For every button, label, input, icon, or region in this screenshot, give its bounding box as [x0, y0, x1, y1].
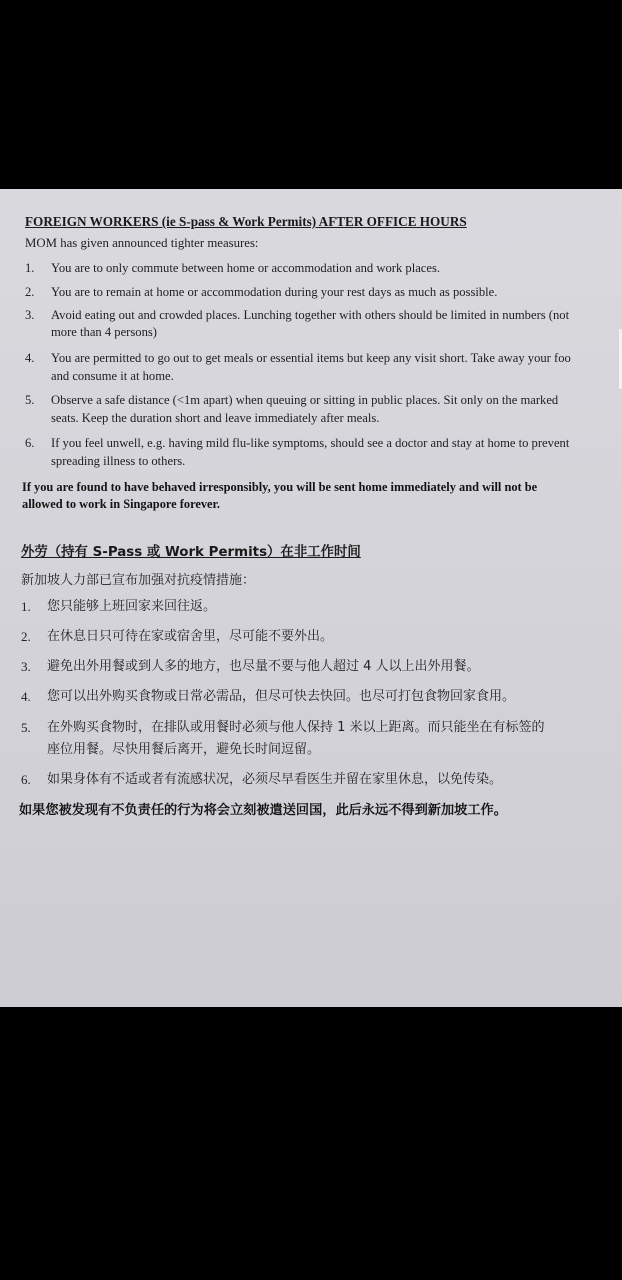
item-text-continued: spreading illness to others. — [51, 454, 186, 468]
item-text-continued: seats. Keep the duration short and leave immediately after meals. — [51, 411, 380, 425]
english-intro: MOM has given announced tighter measures: — [25, 236, 259, 250]
item-text: You are permitted to go out to get meals or essential items but keep any visit short. Take away your foo — [51, 351, 571, 365]
item-text: Observe a safe distance (<1m apart) when queuing or sitting in public places. Sit only on the marked — [51, 393, 559, 407]
item-number: 5. — [21, 720, 31, 735]
item-text: You are to remain at home or accommodation during your rest days as much as possible. — [51, 285, 498, 299]
item-number: 2. — [21, 629, 31, 644]
item-number: 5. — [25, 393, 35, 407]
item-number: 2. — [25, 285, 35, 299]
chinese-intro: 新加坡人力部已宣布加强对抗疫情措施： — [21, 573, 256, 588]
chinese-warning: 如果您被发现有不负责任的行为将会立刻被遣送回国，此后永远不得到新加坡工作。 — [19, 803, 507, 818]
item-number: 3. — [21, 659, 31, 674]
item-text: 您可以出外购买食物或日常必需品，但尽可快去快回。也尽可打包食物回家食用。 — [47, 689, 516, 704]
item-text: 避免出外用餐或到人多的地方，也尽量不要与他人超过 4 人以上出外用餐。 — [47, 659, 480, 674]
item-text-continued: and consume it at home. — [51, 369, 174, 383]
item-number: 6. — [25, 436, 35, 450]
item-text: If you feel unwell, e.g. having mild flu-like symptoms, should see a doctor and stay at home to prevent — [51, 436, 570, 450]
english-heading: FOREIGN WORKERS (ie S-pass & Work Permits) AFTER OFFICE HOURS — [25, 214, 467, 229]
item-number: 6. — [21, 772, 31, 787]
item-number: 4. — [25, 351, 35, 365]
document-photo — [0, 189, 622, 1007]
warning-line: allowed to work in Singapore forever. — [22, 497, 221, 511]
item-text: Avoid eating out and crowded places. Lunching together with others should be limited in numbers (not — [51, 308, 570, 322]
chinese-heading: 外劳（持有 S-Pass 或 Work Permits）在非工作时间 — [21, 545, 361, 560]
item-text: 如果身体有不适或者有流感状况，必须尽早看医生并留在家里休息，以免传染。 — [47, 772, 503, 787]
item-text-continued: more than 4 persons) — [51, 325, 157, 339]
item-text-continued: 座位用餐。尽快用餐后离开，避免长时间逗留。 — [47, 742, 321, 757]
item-text: 在休息日只可待在家或宿舍里，尽可能不要外出。 — [47, 629, 334, 644]
english-warning — [22, 479, 537, 513]
item-text: 您只能够上班回家来回往返。 — [47, 599, 217, 614]
warning-line: If you are found to have behaved irresponsibly, you will be sent home immediately and will not be — [22, 480, 538, 494]
item-text: You are to only commute between home or accommodation and work places. — [51, 261, 441, 275]
item-number: 4. — [21, 689, 31, 704]
item-number: 1. — [21, 599, 31, 614]
item-text: 在外购买食物时，在排队或用餐时必须与他人保持 1 米以上距离。而只能坐在有标签的 — [47, 720, 545, 735]
item-number: 3. — [25, 308, 35, 322]
item-number: 1. — [25, 261, 35, 275]
